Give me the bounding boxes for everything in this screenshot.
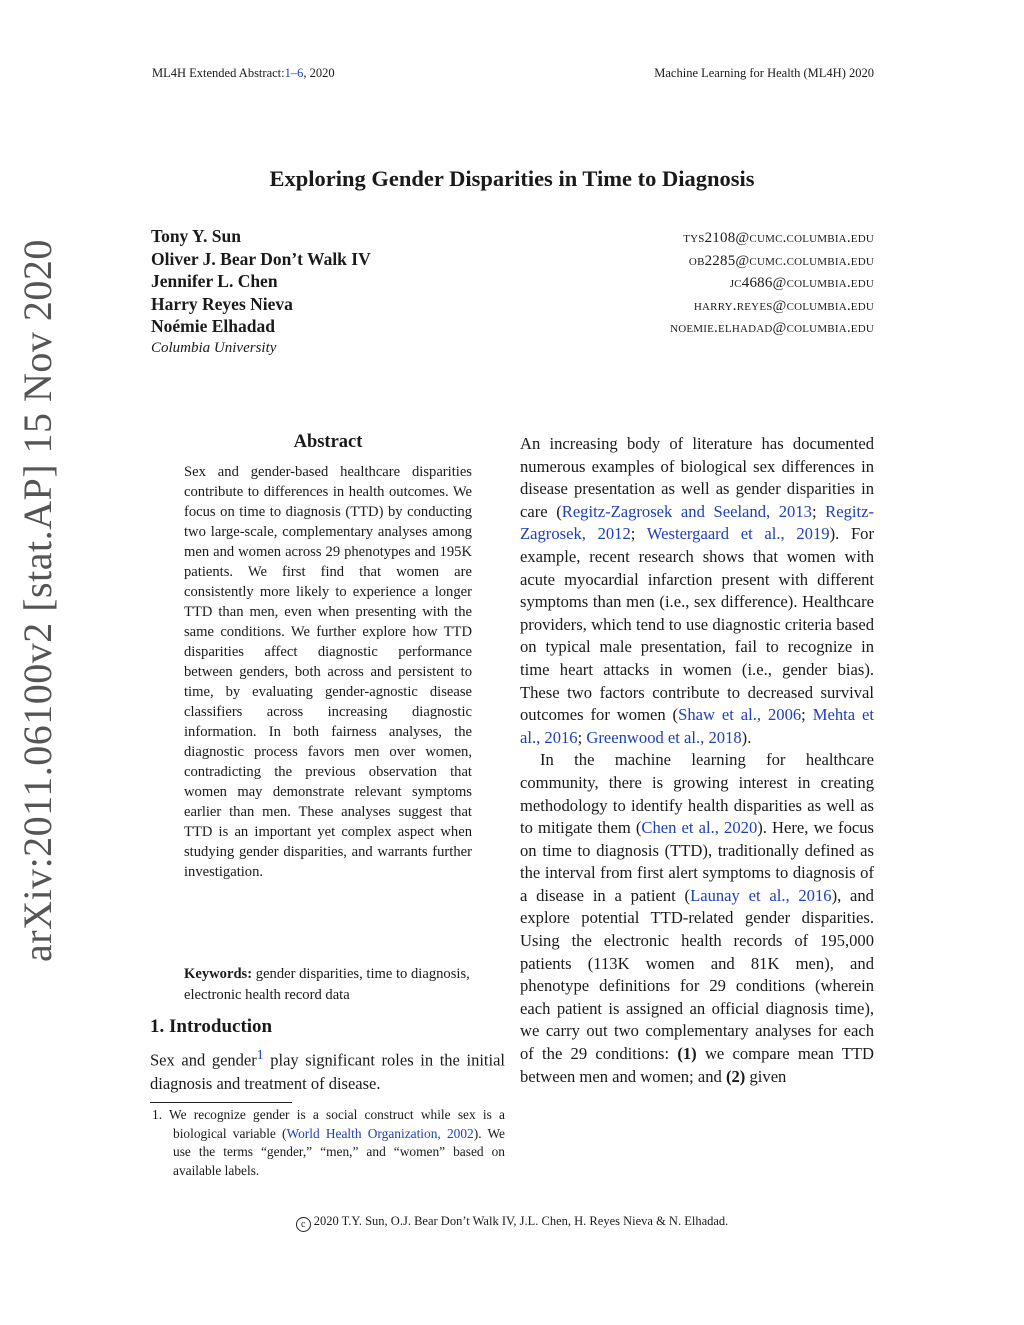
- body-text: ).: [741, 727, 752, 747]
- running-head-venue: ML4H Extended Abstract:: [152, 66, 285, 80]
- affiliation: Columbia University: [151, 339, 277, 356]
- right-column: [520, 433, 874, 1088]
- enumeration-marker: (2): [725, 1066, 746, 1086]
- citation-link[interactable]: Regitz-Zagrosek and Seeland, 2013: [561, 501, 812, 521]
- footnote-number: 1.: [152, 1107, 163, 1122]
- footnote-text: ). We use the terms “gender,” “men,” and “women” based on available labels.: [173, 1125, 506, 1178]
- copyright-icon: c: [296, 1217, 311, 1232]
- abstract-heading: Abstract: [293, 432, 363, 452]
- author-name: Jennifer L. Chen: [151, 271, 278, 292]
- citation-link[interactable]: Mehta et al., 2016: [520, 705, 874, 747]
- author-email[interactable]: jc4686@columbia.edu: [729, 275, 874, 292]
- running-head-year: , 2020: [303, 66, 335, 80]
- author-email[interactable]: ob2285@cumc.columbia.edu: [688, 252, 874, 269]
- citation-link[interactable]: World Health Organization, 2002: [286, 1125, 474, 1141]
- abstract-text: Sex and gender-based healthcare disparities contribute to differences in health outcomes. We focus on time to diagnosis (TTD) by conducting two large-scale, complementary analyses among men and women across 29 phenotypes and 195K patients. We first find that women are consistently more likely to experience a longer TTD than men, even when presenting with the same conditions. We further explore how TTD disparities affect diagnostic performance between genders, both across and persistent to time, by evaluating gender-agnostic disease classifiers across increasing diagnostic information. In both fairness analyses, the diagnostic process favors men over women, contradicting the previous observation that women may demonstrate relevant symptoms earlier than men. These analyses suggest that TTD is an important yet complex aspect when studying gender disparities, and warrants further investigation.: [184, 464, 472, 880]
- body-text: ;: [811, 501, 826, 521]
- introduction-paragraph: [150, 1043, 505, 1095]
- section-heading-introduction: 1. Introduction: [150, 1016, 273, 1037]
- intro-text: play significant roles in the initial diagnosis and treatment of disease.: [150, 1050, 506, 1093]
- running-head-left: [152, 66, 335, 81]
- body-text: ), and explore potential TTD-related gender disparities. Using the electronic health records of 195,000 patients (113K women and 81K men), and phenotype definitions for 29 conditions (wherein each patient is assigned an official diagnosis time), we carry out two complementary analyses for each of the 29 conditions:: [520, 885, 874, 1064]
- author-row: [151, 226, 874, 249]
- body-text: ;: [801, 705, 813, 725]
- body-text: we compare mean TTD between men and women; and: [520, 1044, 874, 1086]
- body-paragraph: [520, 433, 874, 749]
- running-head-pages-link[interactable]: 1–6: [284, 66, 304, 80]
- citation-link[interactable]: Launay et al., 2016: [690, 885, 832, 905]
- body-text: ;: [577, 727, 587, 747]
- citation-link[interactable]: Regitz-Zagrosek, 2012: [520, 501, 875, 544]
- body-text: ). For example, recent research shows that women with acute myocardial infarction present with different symptoms than men (i.e., sex difference). Healthcare providers, which tend to use diagnostic criteria based on typical male presentation, fail to recognize in time heart attacks in women (i.e., gender bias). These two factors contribute to decreased survival outcomes for women (: [520, 524, 874, 725]
- footnote: [150, 1106, 505, 1180]
- intro-text: Sex and gender: [150, 1050, 257, 1070]
- author-row: [151, 271, 874, 294]
- citation-link[interactable]: Westergaard et al., 2019: [646, 524, 830, 544]
- body-text: given: [745, 1066, 787, 1086]
- author-name: Oliver J. Bear Don’t Walk IV: [151, 248, 371, 269]
- footnote-marker-link[interactable]: 1: [256, 1047, 264, 1062]
- author-name: Harry Reyes Nieva: [151, 293, 293, 314]
- body-text: ). Here, we focus on time to diagnosis (TTD), traditionally defined as the interval from first alert symptoms to diagnosis of a disease in a patient (: [520, 818, 874, 905]
- author-block: [151, 226, 874, 357]
- citation-link[interactable]: Shaw et al., 2006: [678, 705, 802, 725]
- footnote-divider: [150, 1102, 292, 1103]
- body-text: ;: [630, 524, 647, 544]
- copyright-text: 2020 T.Y. Sun, O.J. Bear Don’t Walk IV, J.L. Chen, H. Reyes Nieva & N. Elhadad.: [313, 1214, 729, 1228]
- author-row: [151, 249, 874, 272]
- keywords-text: gender disparities, time to diagnosis, electronic health record data: [184, 966, 470, 1003]
- keywords-label: Keywords:: [184, 966, 253, 982]
- citation-link[interactable]: Greenwood et al., 2018: [586, 727, 742, 747]
- keywords: [184, 964, 472, 1006]
- author-row: [151, 316, 874, 339]
- enumeration-marker: (1): [677, 1044, 697, 1064]
- citation-link[interactable]: Chen et al., 2020: [641, 818, 758, 838]
- author-email[interactable]: noemie.elhadad@columbia.edu: [670, 320, 874, 337]
- paper-title: Exploring Gender Disparities in Time to Diagnosis: [269, 166, 755, 191]
- body-paragraph: [520, 749, 874, 1088]
- author-name: Noémie Elhadad: [151, 316, 275, 337]
- author-email[interactable]: harry.reyes@columbia.edu: [693, 297, 874, 314]
- body-text: An increasing body of literature has documented numerous examples of biological sex differences in disease presentation as well as gender disparities in care (: [520, 434, 874, 521]
- body-text: In the machine learning for healthcare community, there is growing interest in creating methodology to identify health disparities as well as to mitigate them (: [520, 750, 874, 838]
- arxiv-identifier: arXiv:2011.06100v2 [stat.AP] 15 Nov 2020: [15, 239, 60, 962]
- running-head-right: Machine Learning for Health (ML4H) 2020: [654, 66, 874, 80]
- copyright-line: [0, 1214, 1024, 1232]
- author-email[interactable]: tys2108@cumc.columbia.edu: [683, 230, 874, 246]
- author-name: Tony Y. Sun: [151, 226, 242, 246]
- footnote-body: [150, 1106, 505, 1180]
- author-row: [151, 294, 874, 317]
- footnote-text: We recognize gender is a social construct while sex is a biological variable (: [169, 1107, 506, 1141]
